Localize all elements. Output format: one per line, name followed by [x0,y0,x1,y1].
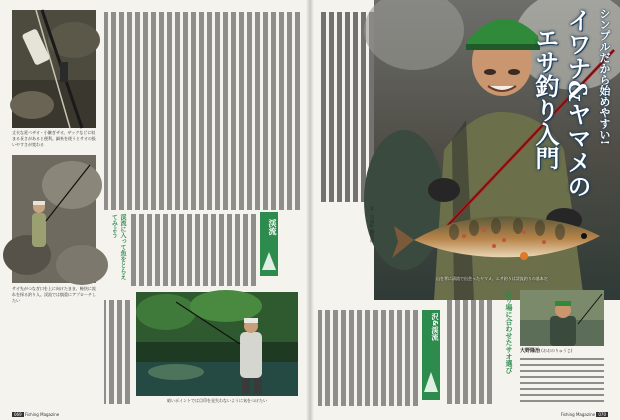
folio-right-page: 070 [598,412,606,417]
tag-green-sawa: 沢&渓流 [422,310,440,342]
folio-left [12,412,59,417]
body-text-lower-right [318,310,418,406]
folio-left-mag: Fishing Magazine [24,412,60,417]
main-caption: 山を背に清流で出会ったヤマメ。エサ釣りは渓流釣りの基本だ [436,276,548,281]
column-title: 釣り場に合わせたサオ選び [505,290,514,374]
right-page [310,0,620,420]
section-heading: 渓流に入って魚をとらえてみよう [110,214,126,280]
mountain-icon [260,240,278,276]
photo-rods-on-rocks [12,10,96,128]
body-text-mid [130,214,256,286]
intro-text [318,12,374,202]
photo-angler-boulders [12,155,96,283]
title-line-1: イワナ&ヤマメの [563,8,592,198]
profile-text [520,358,604,402]
body-text-lower [104,300,130,404]
caption-mid: サオ先がつなぎ口を上に向けたまま、軽快に流れを探る釣り人。渓流では慎重にアプローチしたい [12,286,96,303]
credit: 文・写真◎編集部 [369,206,374,243]
mountain-icon-right [422,342,440,400]
page-gutter [306,0,314,420]
body-text-top [104,12,300,210]
caption-bottom: 暗いポイントでは目印を見失わないように気をつけたい [167,398,267,403]
column-text [446,300,492,404]
photo-profile [520,290,604,346]
profile-name: 大野隆治 [520,348,541,354]
folio-right-mag: Fishing Magazine [560,412,596,417]
kicker: シンプルだから始めやすい! [598,8,611,145]
profile-sub: (おおのりゅうじ) [541,348,573,353]
title-line-2: エサ釣り入門 [531,26,560,170]
photo-forest-stream [136,292,298,396]
profile-block [520,348,604,354]
folio-right [561,412,608,417]
tag-badge-keiryu: 渓流 [260,212,278,240]
folio-left-page: 069 [14,412,22,417]
caption-top: 丈夫な延べザオ・小継ぎザオ。ザックなどに収まる長さがあると便利。細糸を使うとサオの扱いやすさが変わる [12,130,96,147]
